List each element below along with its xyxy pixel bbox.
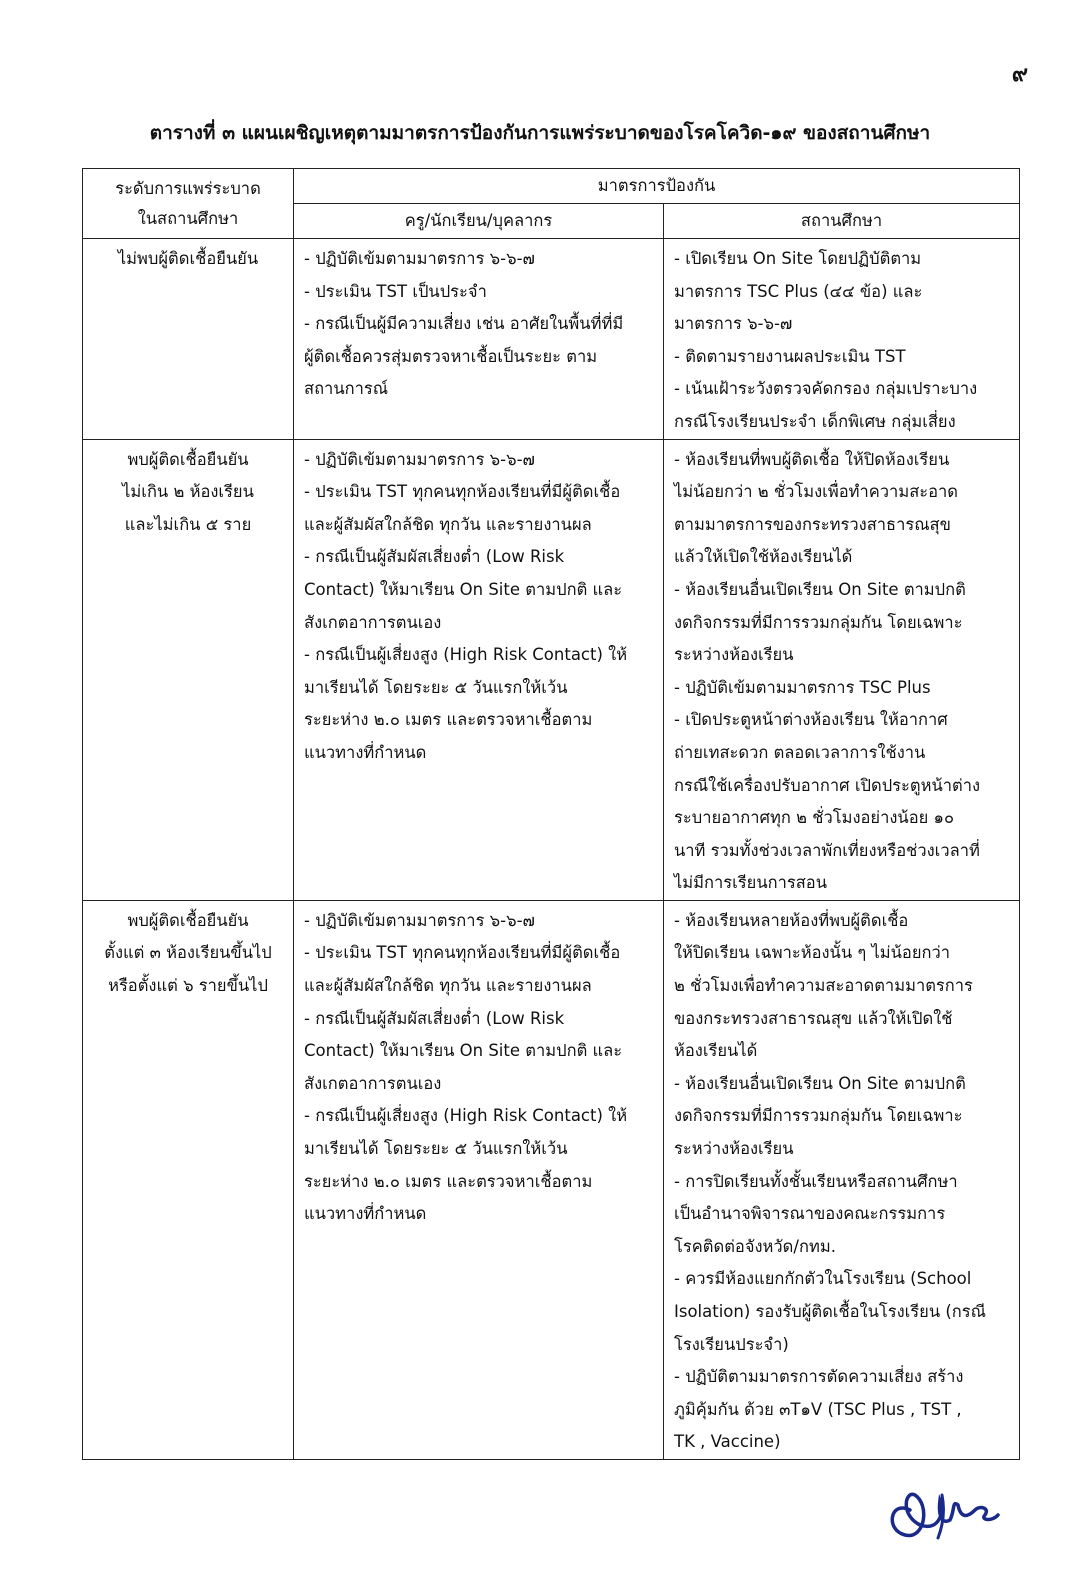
school-cell-line: ห้องเรียนได้: [674, 1041, 758, 1061]
people-cell-line: ระยะห่าง ๒.๐ เมตร และตรวจหาเชื้อตาม: [304, 1171, 593, 1191]
school-cell-line: ถ่ายเทสะดวก ตลอดเวลาการใช้งาน: [674, 742, 926, 762]
school-cell-line: - เปิดเรียน On Site โดยปฏิบัติตาม: [674, 249, 922, 268]
people-cell-line: และผู้สัมผัสใกล้ชิด ทุกวัน และรายงานผล: [304, 976, 592, 996]
level-cell-line: ตั้งแต่ ๓ ห้องเรียนขึ้นไป: [104, 943, 272, 963]
people-cell-line: มาเรียนได้ โดยระยะ ๕ วันแรกให้เว้น: [304, 677, 568, 697]
header-level: [83, 169, 294, 239]
people-cell-line: - ปฏิบัติเข้มตามมาตรการ ๖-๖-๗: [304, 449, 535, 469]
people-cell-line: - ประเมิน TST ทุกคนทุกห้องเรียนที่มีผู้ติดเชื้อ: [304, 943, 621, 963]
school-cell-line: - ห้องเรียนที่พบผู้ติดเชื้อ ให้ปิดห้องเรียน: [674, 449, 950, 469]
school-cell-line: งดกิจกรรมที่มีการรวมกลุ่มกัน โดยเฉพาะ: [674, 612, 963, 632]
people-cell-line: - กรณีเป็นผู้เสี่ยงสูง (High Risk Contact) ให้: [304, 645, 628, 665]
people-cell-line: สังเกตอาการตนเอง: [304, 1073, 442, 1093]
people-cell: [294, 439, 664, 900]
school-cell-line: โรคติดต่อจังหวัด/กทม.: [674, 1236, 836, 1256]
people-cell-line: มาเรียนได้ โดยระยะ ๕ วันแรกให้เว้น: [304, 1139, 568, 1159]
school-cell-line: ให้ปิดเรียน เฉพาะห้องนั้น ๆ ไม่น้อยกว่า: [674, 943, 951, 963]
table-row: [83, 439, 1020, 900]
school-cell-line: งดกิจกรรมที่มีการรวมกลุ่มกัน โดยเฉพาะ: [674, 1106, 963, 1126]
header-level-line: ระดับการแพร่ระบาด: [115, 178, 261, 198]
people-cell: [294, 900, 664, 1459]
people-cell-line: - กรณีเป็นผู้สัมผัสเสี่ยงต่ำ (Low Risk: [304, 1008, 565, 1028]
school-cell-line: ระหว่างห้องเรียน: [674, 1139, 794, 1159]
people-cell-line: สถานการณ์: [304, 379, 389, 399]
school-cell-line: - เน้นเฝ้าระวังตรวจคัดกรอง กลุ่มเปราะบาง: [674, 379, 978, 399]
people-cell-line: - กรณีเป็นผู้สัมผัสเสี่ยงต่ำ (Low Risk: [304, 547, 565, 567]
school-cell-line: - การปิดเรียนทั้งชั้นเรียนหรือสถานศึกษา: [674, 1171, 958, 1191]
people-cell-line: ผู้ติดเชื้อควรสุ่มตรวจหาเชื้อเป็นระยะ ตาม: [304, 346, 598, 366]
people-cell-line: - ประเมิน TST ทุกคนทุกห้องเรียนที่มีผู้ติดเชื้อ: [304, 482, 621, 502]
school-cell-line: กรณีโรงเรียนประจำ เด็กพิเศษ กลุ่มเสี่ยง: [674, 411, 956, 431]
school-cell-line: TK , Vaccine): [674, 1432, 781, 1452]
school-cell-line: มาตรการ ๖-๖-๗: [674, 314, 793, 334]
page-number: ๙: [1011, 62, 1028, 87]
school-cell-line: ไม่มีการเรียนการสอน: [674, 873, 827, 893]
school-cell-line: Isolation) รองรับผู้ติดเชื้อในโรงเรียน (กรณี: [674, 1302, 986, 1321]
school-cell-line: กรณีใช้เครื่องปรับอากาศ เปิดประตูหน้าต่าง: [674, 775, 981, 795]
people-cell-line: ระยะห่าง ๒.๐ เมตร และตรวจหาเชื้อตาม: [304, 710, 593, 730]
school-cell: [664, 900, 1020, 1459]
school-cell: [664, 439, 1020, 900]
header-level-line: ในสถานศึกษา: [137, 208, 239, 228]
people-cell-line: - กรณีเป็นผู้มีความเสี่ยง เช่น อาศัยในพื้นที่ที่มี: [304, 314, 624, 334]
people-cell-line: และผู้สัมผัสใกล้ชิด ทุกวัน และรายงานผล: [304, 514, 592, 534]
signature-image: [880, 1470, 1010, 1550]
level-cell-line: ไม่พบผู้ติดเชื้อยืนยัน: [117, 249, 259, 268]
people-cell-line: สังเกตอาการตนเอง: [304, 612, 442, 632]
level-cell-line: พบผู้ติดเชื้อยืนยัน: [127, 910, 249, 930]
school-cell: [664, 239, 1020, 440]
school-cell-line: - ห้องเรียนอื่นเปิดเรียน On Site ตามปกติ: [674, 1073, 966, 1093]
people-cell-line: - ปฏิบัติเข้มตามมาตรการ ๖-๖-๗: [304, 249, 535, 268]
people-cell: [294, 239, 664, 440]
level-cell: [83, 439, 294, 900]
school-cell-line: - ห้องเรียนอื่นเปิดเรียน On Site ตามปกติ: [674, 579, 966, 599]
school-cell-line: - ปฏิบัติเข้มตามมาตรการ TSC Plus: [674, 677, 931, 697]
people-cell-line: - ประเมิน TST เป็นประจำ: [304, 281, 487, 301]
school-cell-line: ตามมาตรการของกระทรวงสาธารณสุข: [674, 514, 951, 534]
document-title: ตารางที่ ๓ แผนเผชิญเหตุตามมาตรการป้องกันการแพร่ระบาดของโรคโควิด-๑๙ ของสถานศึกษา: [149, 122, 931, 144]
school-cell-line: - ควรมีห้องแยกกักตัวในโรงเรียน (School: [674, 1269, 972, 1289]
school-cell-line: ระบายอากาศทุก ๒ ชั่วโมงอย่างน้อย ๑๐: [674, 808, 955, 828]
school-cell-line: โรงเรียนประจำ): [674, 1334, 789, 1354]
people-cell-line: Contact) ให้มาเรียน On Site ตามปกติ และ: [304, 1041, 623, 1061]
school-cell-line: ๒ ชั่วโมงเพื่อทำความสะอาดตามมาตรการ: [674, 976, 973, 996]
header-measures: มาตรการป้องกัน: [294, 169, 1020, 204]
school-cell-line: นาที รวมทั้งช่วงเวลาพักเที่ยงหรือช่วงเวลาที่: [674, 840, 980, 860]
level-cell-line: ไม่เกิน ๒ ห้องเรียน: [122, 482, 254, 502]
people-cell-line: แนวทางที่กำหนด: [304, 1204, 427, 1224]
people-cell-line: แนวทางที่กำหนด: [304, 742, 427, 762]
level-cell-line: และไม่เกิน ๕ ราย: [124, 514, 252, 534]
school-cell-line: - เปิดประตูหน้าต่างห้องเรียน ให้อากาศ: [674, 710, 948, 730]
level-cell: [83, 900, 294, 1459]
people-cell-line: - กรณีเป็นผู้เสี่ยงสูง (High Risk Contact) ให้: [304, 1106, 628, 1126]
level-cell-line: พบผู้ติดเชื้อยืนยัน: [127, 449, 249, 469]
school-cell-line: เป็นอำนาจพิจารณาของคณะกรรมการ: [674, 1204, 946, 1224]
people-cell-line: - ปฏิบัติเข้มตามมาตรการ ๖-๖-๗: [304, 910, 535, 930]
school-cell-line: มาตรการ TSC Plus (๔๔ ข้อ) และ: [674, 281, 923, 301]
school-cell-line: ระหว่างห้องเรียน: [674, 645, 794, 665]
school-cell-line: แล้วให้เปิดใช้ห้องเรียนได้: [674, 547, 853, 567]
level-cell: [83, 239, 294, 440]
school-cell-line: - ติดตามรายงานผลประเมิน TST: [674, 346, 906, 366]
school-cell-line: - ปฏิบัติตามมาตรการตัดความเสี่ยง สร้าง: [674, 1367, 964, 1387]
header-people: ครู/นักเรียน/บุคลากร: [294, 204, 664, 239]
table-row: [83, 900, 1020, 1459]
school-cell-line: ของกระทรวงสาธารณสุข แล้วให้เปิดใช้: [674, 1008, 953, 1028]
level-cell-line: หรือตั้งแต่ ๖ รายขึ้นไป: [108, 976, 268, 996]
school-cell-line: ไม่น้อยกว่า ๒ ชั่วโมงเพื่อทำความสะอาด: [674, 482, 959, 502]
header-school: สถานศึกษา: [664, 204, 1020, 239]
people-cell-line: Contact) ให้มาเรียน On Site ตามปกติ และ: [304, 579, 623, 599]
prevention-measures-table: [82, 168, 1020, 1460]
school-cell-line: ภูมิคุ้มกัน ด้วย ๓T๑V (TSC Plus , TST ,: [674, 1399, 962, 1419]
school-cell-line: - ห้องเรียนหลายห้องที่พบผู้ติดเชื้อ: [674, 910, 909, 930]
table-row: [83, 239, 1020, 440]
